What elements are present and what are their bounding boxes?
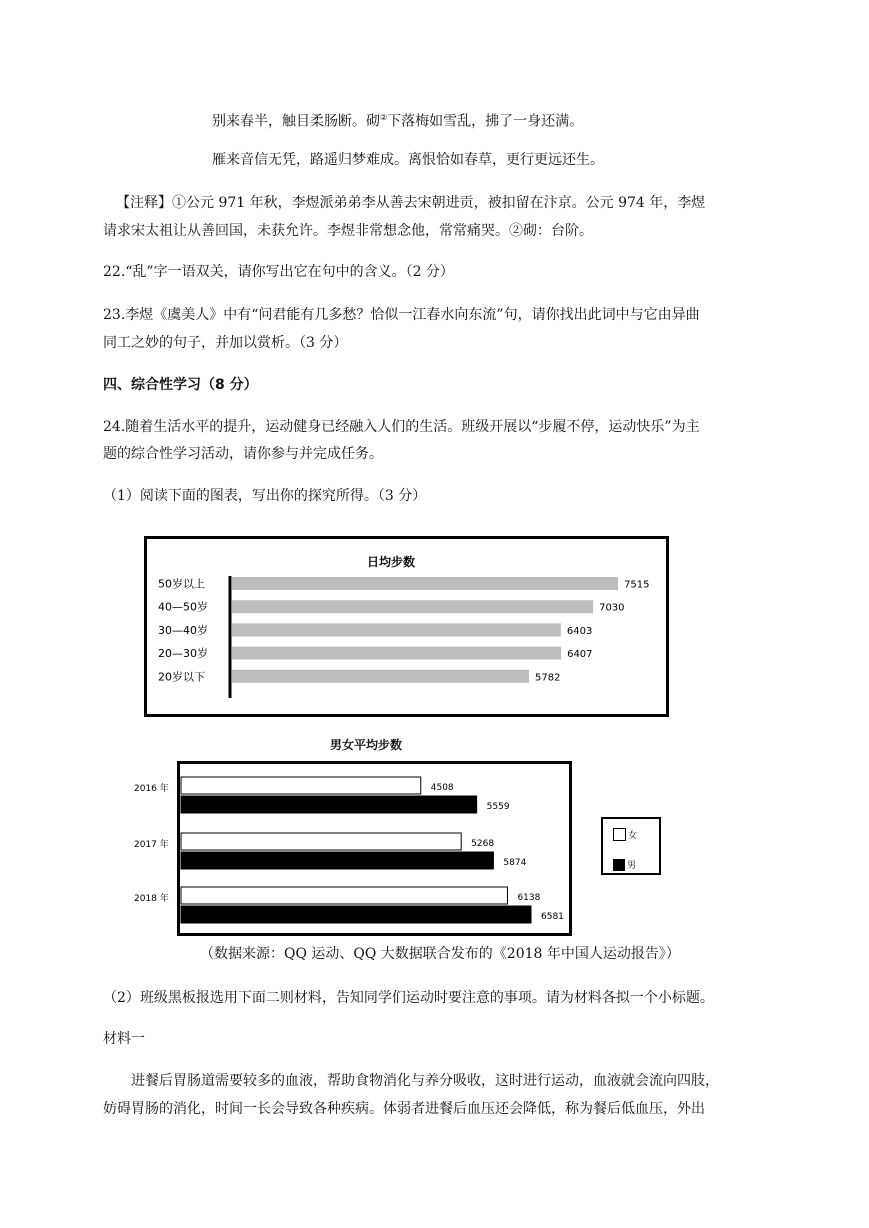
data-label: 5782 bbox=[534, 672, 561, 684]
category-label: 2016 年 bbox=[134, 784, 169, 794]
chart-gender-steps bbox=[130, 760, 580, 938]
legend-item-female bbox=[613, 828, 637, 841]
legend-swatch-male bbox=[613, 859, 625, 871]
material-label: 材料一 bbox=[103, 1031, 145, 1047]
data-label: 6581 bbox=[541, 912, 564, 922]
data-label: 7515 bbox=[624, 579, 650, 591]
chart-2-title: 男女平均步数 bbox=[330, 738, 403, 752]
category-label: 2017 年 bbox=[134, 840, 169, 850]
bar-female bbox=[181, 887, 507, 904]
bar-male bbox=[181, 796, 477, 813]
data-label: 7030 bbox=[599, 602, 625, 614]
category-label: 20—30岁 bbox=[158, 647, 208, 661]
bar bbox=[232, 647, 561, 660]
bar bbox=[232, 577, 618, 590]
category-label: 30—40岁 bbox=[158, 623, 208, 637]
data-label: 6407 bbox=[567, 649, 593, 661]
data-label: 5268 bbox=[471, 839, 495, 849]
legend-label-male: 男 bbox=[627, 861, 637, 871]
note-line-2: 请求宋太祖让从善回国，未获允许。李煜非常想念他，常常痛哭。②砌：台阶。 bbox=[103, 223, 593, 239]
category-label: 50岁以上 bbox=[158, 577, 205, 591]
material-line-1: 进餐后胃肠道需要较多的血液，帮助食物消化与养分吸收，这时进行运动，血液就会流向四肢， bbox=[131, 1073, 719, 1089]
question-23-line-1: 23.李煜《虞美人》中有“问君能有几多愁？恰似一江春水向东流”句，请你找出此词中与它由异曲 bbox=[103, 307, 700, 323]
bar-male bbox=[181, 906, 531, 923]
poem-line-1-part-b: 下落梅如雪乱，拂了一身还满。 bbox=[387, 113, 584, 130]
bar bbox=[232, 623, 561, 636]
bar-female bbox=[181, 777, 421, 794]
data-label: 5559 bbox=[486, 802, 510, 812]
footnote-mark: ② bbox=[380, 113, 388, 122]
category-label: 20岁以下 bbox=[158, 670, 205, 684]
question-24-line-1: 24.随着生活水平的提升，运动健身已经融入人们的生活。班级开展以“步履不停，运动快乐”为主 bbox=[103, 419, 700, 435]
poem-line-1 bbox=[212, 108, 583, 132]
question-23-line-2: 同工之妙的句子，并加以赏析。（3 分） bbox=[103, 335, 348, 351]
note-line-1: 【注释】①公元 971 年秋，李煜派弟弟李从善去宋朝进贡，被扣留在汴京。公元 974 年，李煜 bbox=[116, 195, 706, 211]
bar-male bbox=[181, 852, 493, 869]
chart-2-legend bbox=[601, 817, 661, 875]
data-label: 6403 bbox=[566, 625, 593, 637]
poem-line-2: 雁来音信无凭，路遥归梦难成。离恨恰如春草，更行更远还生。 bbox=[212, 152, 604, 168]
poem-line-1-part-a: 别来春半，触目柔肠断。砌 bbox=[212, 113, 380, 130]
sub-question-1: （1）阅读下面的图表，写出你的探究所得。（3 分） bbox=[103, 488, 427, 504]
data-label: 6138 bbox=[517, 893, 541, 903]
section-title: 四、综合性学习（8 分） bbox=[103, 377, 258, 393]
legend-item-male bbox=[613, 858, 636, 871]
category-label: 2018 年 bbox=[134, 894, 169, 904]
data-label: 4508 bbox=[430, 783, 454, 793]
question-24-line-2: 题的综合性学习活动，请你参与并完成任务。 bbox=[103, 446, 383, 462]
chart-title: 日均步数 bbox=[366, 555, 416, 569]
material-line-2: 妨碍胃肠的消化，时间一长会导致各种疾病。体弱者进餐后血压还会降低，称为餐后低血压，外出 bbox=[103, 1101, 705, 1117]
category-label: 40—50岁 bbox=[158, 600, 208, 614]
bar-female bbox=[181, 833, 461, 850]
chart-daily-steps bbox=[144, 536, 670, 718]
legend-swatch-female bbox=[613, 828, 626, 841]
bar bbox=[232, 670, 529, 683]
sub-question-2: （2）班级黑板报选用下面二则材料，告知同学们运动时要注意的事项。请为材料各拟一个小标题。 bbox=[103, 990, 714, 1006]
data-label: 5874 bbox=[503, 858, 527, 868]
question-22: 22.“乱”字一语双关，请你写出它在句中的含义。（2 分） bbox=[103, 264, 454, 280]
bar bbox=[232, 600, 593, 613]
data-source: （数据来源：QQ 运动、QQ 大数据联合发布的《2018 年中国人运动报告》） bbox=[200, 946, 680, 962]
legend-label-female: 女 bbox=[628, 831, 638, 841]
